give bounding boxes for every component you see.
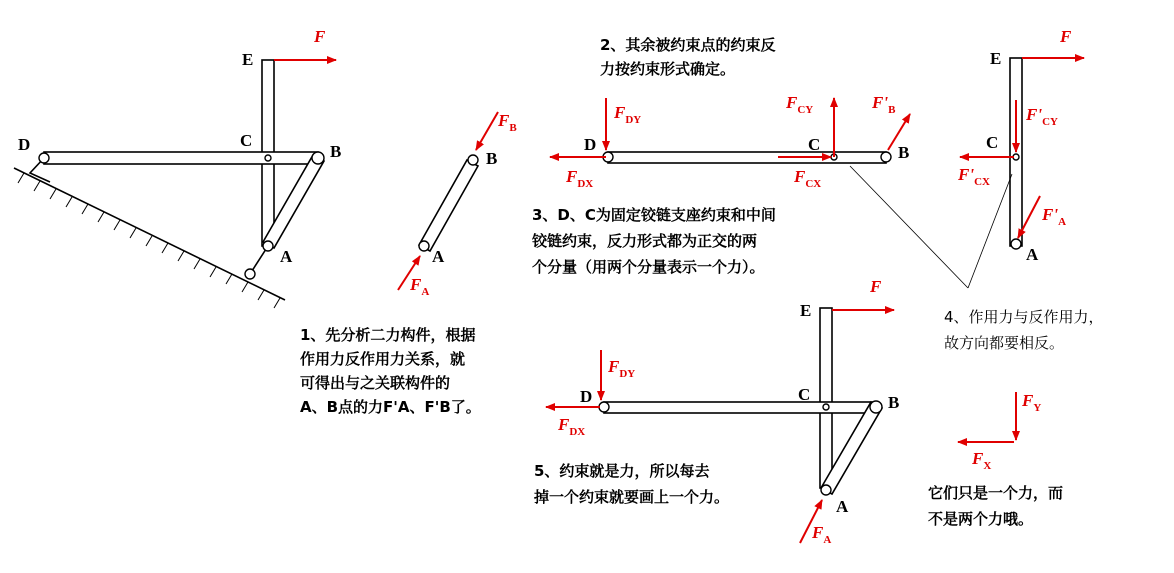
force-FX-label: $F_X$ — [972, 449, 992, 472]
pin-C-assembled — [823, 404, 829, 410]
pin-B-beam — [881, 152, 891, 162]
pin-B-assembled — [870, 401, 882, 413]
force-FpCY-label: $F'_{CY}$ — [1026, 105, 1058, 128]
pin-ground — [245, 269, 255, 279]
pin-D — [39, 153, 49, 163]
svg-text:A、B点的力F'A、F'B了。: A、B点的力F'A、F'B了。 — [300, 398, 481, 416]
svg-text:1、先分析二力构件，根据: 1、先分析二力构件，根据 — [300, 326, 476, 344]
pin-A-EA — [1011, 239, 1021, 249]
force-FB-label: $F_B$ — [498, 111, 517, 134]
force-FDY-label: $F_{DY}$ — [614, 103, 642, 126]
figure-components — [958, 391, 1041, 472]
pin-A — [263, 241, 273, 251]
label-E-assembled: E — [800, 301, 812, 320]
force-FpB-label: $F'_B$ — [872, 93, 896, 116]
figure-whole-structure — [14, 27, 341, 308]
svg-text:5、约束就是力，所以每去: 5、约束就是力，所以每去 — [534, 462, 710, 480]
svg-text:个分量（用两个分量表示一个力）。: 个分量（用两个分量表示一个力）。 — [532, 258, 765, 276]
svg-text:不是两个力哦。: 不是两个力哦。 — [928, 510, 1034, 528]
note-6 — [928, 484, 1063, 528]
member-EA-assembled — [820, 308, 832, 488]
force-F3-label: F — [870, 277, 882, 296]
figure-member-EA — [957, 27, 1084, 264]
svg-text:4、作用力与反作用力，: 4、作用力与反作用力， — [944, 308, 1104, 326]
member-DCB-free — [608, 152, 886, 163]
label-B-assembled: B — [888, 393, 900, 412]
note-4 — [944, 308, 1104, 352]
note-5 — [533, 462, 729, 506]
pin-D-assembled — [599, 402, 609, 412]
pin-A-free — [419, 241, 429, 251]
label-A-EA: A — [1026, 245, 1039, 264]
force-F-label: F — [314, 27, 326, 46]
svg-text:故方向都要相反。: 故方向都要相反。 — [944, 334, 1065, 352]
note-3 — [531, 206, 776, 276]
label-B-free: B — [486, 149, 498, 168]
ground-hatching — [18, 173, 280, 308]
label-B: B — [330, 142, 342, 161]
pin-A-assembled — [821, 485, 831, 495]
label-C: C — [240, 131, 253, 150]
force-FDX2-label: $F_{DX}$ — [558, 415, 586, 438]
label-C-EA: C — [986, 133, 999, 152]
figure-beam-DCB — [550, 93, 910, 190]
force-FDY2-label: $F_{DY}$ — [608, 357, 636, 380]
svg-text:它们只是一个力，而: 它们只是一个力，而 — [928, 484, 1064, 502]
svg-text:2、其余被约束点的约束反: 2、其余被约束点的约束反 — [600, 36, 776, 54]
force-FA-label: $F_A$ — [410, 275, 430, 298]
pin-C — [265, 155, 271, 161]
inclined-ground — [14, 168, 285, 300]
pin-B — [312, 152, 324, 164]
force-F2-label: F — [1060, 27, 1072, 46]
svg-text:掉一个约束就要画上一个力。: 掉一个约束就要画上一个力。 — [534, 488, 730, 506]
label-C-assembled: C — [798, 385, 811, 404]
note-2 — [600, 36, 775, 78]
force-FB-arrow — [476, 112, 498, 150]
member-DB-assembled — [604, 402, 878, 413]
force-FCX-label: $F_{CX}$ — [794, 167, 822, 190]
label-D-beam: D — [584, 135, 597, 154]
force-FY-label: $F_Y$ — [1022, 391, 1042, 414]
member-AB-free — [419, 160, 478, 251]
svg-text:3、D、C为固定铰链支座约束和中间: 3、D、C为固定铰链支座约束和中间 — [532, 206, 776, 224]
leader-line-2 — [968, 174, 1012, 288]
force-FpCX-label: $F'_{CX}$ — [958, 165, 990, 188]
label-A-free: A — [432, 247, 445, 266]
label-B-beam: B — [898, 143, 910, 162]
label-A: A — [280, 247, 293, 266]
force-FCY-label: $F_{CY}$ — [786, 93, 814, 116]
svg-text:铰链约束，反力形式都为正交的两: 铰链约束，反力形式都为正交的两 — [532, 232, 758, 250]
svg-text:作用力反作用力关系，就: 作用力反作用力关系，就 — [300, 350, 466, 368]
label-A-assembled: A — [836, 497, 849, 516]
svg-text:可得出与之关联构件的: 可得出与之关联构件的 — [300, 374, 451, 392]
label-D-assembled: D — [580, 387, 593, 406]
label-E-EA: E — [990, 49, 1002, 68]
force-FDX-label: $F_{DX}$ — [566, 167, 594, 190]
label-D: D — [18, 135, 31, 154]
note-1 — [300, 326, 481, 416]
svg-text:力按约束形式确定。: 力按约束形式确定。 — [600, 60, 736, 78]
label-E: E — [242, 50, 254, 69]
figure-two-force-member — [398, 111, 517, 298]
force-FpA-label: $F'_A$ — [1042, 205, 1067, 228]
pin-B-free — [468, 155, 478, 165]
force-FA2-label: $F_A$ — [812, 523, 832, 546]
leader-line-1 — [850, 166, 968, 288]
member-DB — [44, 152, 318, 164]
label-C-beam: C — [808, 135, 821, 154]
